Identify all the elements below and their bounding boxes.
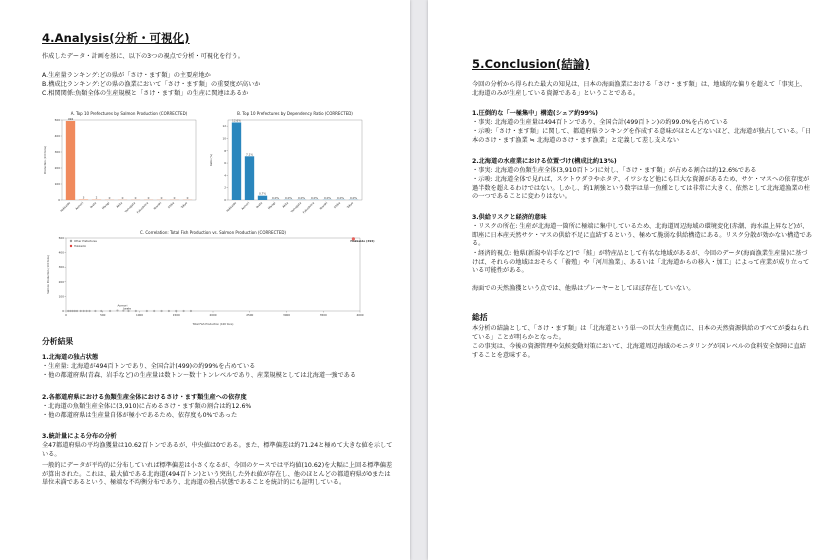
chart-a-xtick-label-6: Fukushima [135,200,150,215]
result-1-line-2: ・他の都道府県(青森、岩手など)の生産量は数トン～数十トンレベルであり、産業規模としては北海道一強である [42,372,357,379]
chart-a-xtick-label-4: Akita [115,200,124,209]
chart-c-point-0-5 [80,310,82,312]
conclusion-3-line-1: ・リスクの所在: 生産が北海道一箇所に極端に集中しているため、北海道周辺海域の環境変化(赤潮、海水温上昇など)が、即座に日本産天然サケ・マスの供給不足に直結するという、極めて脆弱な供給構造にある。リスク分散が効かない構造である。 [472,223,812,248]
conclusion-1-title: 1.圧倒的な「一極集中」構造(シェア約99%) [472,110,598,117]
conclusion-3-line-2: ・経済的視点: 他県(新潟や岩手など)で「鮭」が特産品として有名な地域があるが、今回のデータ(海面漁業生産量)に基づけば、それらの地域はおそらく「養殖」や「河川漁業」、あるいは「北海道からの移入・加工」によって産業が成り立っている可能性がある。 [472,250,810,275]
chart-b-ytick-label-5: 10 [222,136,226,141]
chart-b-ytick-label-6: 12 [222,124,226,129]
chart-b-data-label-9: 0.0% [349,195,358,200]
conclusion-1-line-1: ・事実: 北海道の生産量は494百トンであり、全国合計(499百トン)の約99.0%を占めている [472,119,729,126]
chart-c-point-0-20 [175,310,177,312]
chart-c-xtick-label-2: 1000 [135,313,144,317]
chart-c-point-0-11 [109,310,111,312]
summary-heading: 総括 [472,313,488,322]
chart-c-xtick-label-5: 2500 [246,313,254,317]
result-1-line-1: ・生産量: 北海道が494百トンであり、全国合計(499)の約99%を占めている [42,363,256,370]
chart-a-data-label-7: 0 [160,195,163,200]
chart-c-point-0-7 [85,310,87,312]
result-2-line-1: ・北海道の魚類生産全体に(3,910)に占めるさけ・ます類の割合は約12.6% [42,403,252,410]
chart-b-ylabel: Ratio (%) [210,154,213,166]
chart-c-ytick-label-1: 100 [58,294,64,299]
chart-a-data-label-1: 3 [82,195,85,200]
chart-c-point-0-10 [100,310,102,312]
chart-b-xtick-label-1: Aomori [240,200,251,211]
chart-c-point-0-18 [160,310,162,312]
chart-a-xtick-label-0: Hokkaido [59,200,72,213]
chart-a-data-label-6: 0 [147,195,150,200]
chart-a-ytick-label-3: 300 [54,150,60,154]
chart-a-data-label-9: 0 [186,195,189,200]
chart-b-data-label-8: 0.0% [336,195,345,200]
chart-b-bar-1 [245,156,254,200]
chart-c-xtick-label-1: 500 [100,313,106,317]
chart-a-data-label-0: 494 [67,116,74,121]
chart-c-xtick-label-6: 3000 [282,313,291,317]
chart-c-point-0-4 [76,310,78,312]
chart-b-ytick-label-4: 8 [224,148,226,153]
chart-a-xtick-label-7: Ibaraki [152,200,163,211]
analysis-point-b: B.構成比ランキング:どの県の漁業において「さけ・ます類」の重要度が高いか [42,81,261,88]
chart-c-ytick-label-3: 300 [58,265,64,270]
chart-a-ytick-label-1: 100 [54,182,60,186]
chart-b [206,108,366,226]
chart-b-xtick-label-5: Yamagata [289,200,303,214]
conclusion-1-line-2: ・示唆:「さけ・ます類」に関して、都道府県ランキングを作成する意味がほとんどないほど、北海道が独占している。「日本のさけ・ます漁業 ≒ 北海道のさけ・ます漁業」と定義して差し支えない [472,128,811,144]
chart-b-data-label-4: 0.0% [284,195,293,200]
chart-c-point-0-2 [72,310,74,312]
result-1-title: 1.北海道の独占状態 [42,354,99,361]
chart-a-ylabel: Production (100 tons) [44,145,47,175]
chart-c-ylabel: Salmon Production (100 tons) [47,255,50,294]
chart-b-xtick-label-9: Tokyo [345,200,355,210]
chart-b-xtick-label-8: Chiba [332,200,342,210]
chart-a-xtick-label-8: Chiba [166,200,176,210]
chart-a-data-label-8: 0 [173,195,176,200]
result-3-line-1: 全47都道府県の平均漁獲量は10.62百トンであるが、中央値は0である。また、標準偏差は約71.24と極めて大きな値を示している。 [42,442,393,458]
summary-line-2: この事実は、今後の資源管理や気候変動対策において、北海道周辺海域のモニタリングが国レベルの食料安全保障に直結することを意味する。 [472,343,806,359]
chart-a-ytick-label-4: 400 [54,134,60,138]
conclusion-2-line-2: ・示唆: 北海道全体で見れば、スケトウダラやホタテ、イワシなど他にも巨大な資源があるため、サケ・マスへの依存度が過半数を超えるわけではない。しかし、約1割強という数字は単一魚種としては非常に大きく、依然として北海道漁業の柱の一つであることに変わりはない。 [472,176,810,201]
chart-c-xtick-label-8: 4000 [356,313,364,317]
chart-c-point-0-16 [146,310,148,312]
chart-a-svg [40,108,200,226]
chart-c-point-0-17 [153,310,155,312]
analysis-point-a: A.生産量ランキング:どの県が「さけ・ます類」の主要産地か [42,72,211,79]
chart-b-data-label-1: 7.1% [245,152,254,157]
chart-c-ytick-label-2: 200 [58,279,64,284]
analysis-point-c: C.相関関係:魚類全体の生産規模と「さけ・ます類」の生産に関連はあるか [42,90,249,97]
conclusion-title: 5.Conclusion(結論) [472,57,590,71]
chart-c-legend-label-1: Hokkaido [74,245,87,248]
chart-b-xtick-label-0: Hokkaido [225,200,238,213]
chart-b-ytick-label-3: 6 [224,161,226,166]
chart-b-svg [206,108,366,226]
chart-b-ytick-label-1: 2 [224,185,226,190]
chart-a-ytick-label-0: 0 [58,198,60,202]
chart-c-point-0-0 [67,310,69,312]
chart-a-bar-0 [66,121,75,200]
chart-a-data-label-2: 2 [95,195,98,200]
chart-c-annotation-1: Aomori [117,303,128,308]
chart-c-point-0-8 [88,310,90,312]
conclusion-2-title: 2.北海道の水産業における位置づけ(構成比約13%) [472,158,617,165]
chart-c-point-0-12 [116,309,118,311]
chart-b-data-label-0: 12.6% [232,118,241,123]
chart-a-data-label-4: 0 [121,195,124,200]
results-heading: 分析結果 [42,337,74,346]
chart-c-xtick-label-0: 0 [65,313,67,317]
chart-a-xtick-label-3: Miyagi [100,200,111,211]
chart-c-point-0-21 [183,310,185,312]
page-right [428,0,840,560]
chart-b-xtick-label-7: Ibaraki [318,200,329,211]
chart-c-point-0-22 [190,310,192,312]
chart-a-frame [62,120,196,200]
page-left [0,0,410,560]
result-3-line-2: 一般的にデータが平均的に分布していれば標準偏差は小さくなるが、今回のケースでは平均値(10.62)を大幅に上回る標準偏差が算出された。これは、最大値である北海道(494百トン)という突出した外れ値が存在し、他のほとんどの都道府県が0または単位未満であるという、極端な不均衡分布であり、北海道の独占状態であることを統計的にも証明している。 [42,462,393,487]
chart-c-legend-marker-1 [70,245,72,247]
chart-a-title: A. Top 10 Prefectures by Salmon Production (CORRECTED) [70,111,188,116]
summary-line-1: 本分析の結論として、「さけ・ます類」は「北海道という単一の巨大生産拠点に、日本の天然資源供給のすべてが委ねられている」ことが明らかとなった。 [472,325,809,341]
chart-b-bar-2 [258,196,267,200]
chart-c-annotation-2: Iwate [123,306,131,311]
chart-a-xtick-label-2: Iwate [88,200,98,210]
chart-c-point-0-9 [94,310,96,312]
conclusion-intro: 今回の分析から得られた最大の知見は、日本の海面漁業における「さけ・ます類」は、地域的な偏りを超えて「事実上、北海道のみが生産している資源である」ということである。 [472,81,807,97]
chart-c-xtick-label-3: 1500 [172,313,180,317]
result-2-title: 2.各都道府県における魚類生産全体におけるさけ・ます類生産への依存度 [42,394,247,401]
chart-c-point-0-3 [74,310,76,312]
chart-c-legend-marker-0 [70,240,72,242]
chart-a-data-label-3: 0 [108,195,111,200]
chart-b-xtick-label-4: Akita [281,200,290,209]
chart-c-frame [66,238,360,311]
chart-c-ytick-label-0: 0 [62,309,64,313]
chart-c-xlabel: Total Fish Production (100 tons) [192,323,234,326]
chart-c-annotation-0: Hokkaido (494) [350,238,375,243]
chart-a-ytick-label-2: 200 [54,166,60,170]
chart-c-svg [40,229,375,329]
analysis-intro: 作成したデータ・計画を基に、以下の3つの視点で分析・可視化を行う。 [42,53,244,60]
chart-a-xtick-label-1: Aomori [74,200,85,211]
chart-c-title: C. Correlation: Total Fish Production vs. Salmon Production (CORRECTED) [140,230,286,235]
chart-b-ytick-label-2: 4 [224,173,226,178]
chart-b-data-label-7: 0.0% [323,195,332,200]
chart-b-data-label-5: 0.0% [297,195,306,200]
chart-c [40,229,375,329]
chart-c-xtick-label-4: 2000 [209,313,217,317]
chart-b-xtick-label-3: Miyagi [266,200,277,211]
chart-b-data-label-2: 0.7% [258,191,267,196]
chart-c-point-0-15 [135,310,137,312]
chart-b-data-label-3: 0.0% [271,195,280,200]
chart-a [40,108,200,226]
chart-c-ytick-label-5: 500 [58,236,64,240]
chart-a-data-label-5: 0 [134,195,137,200]
result-2-line-2: ・他の都道府県は生産量自体が極小であるため、依存度も0%であった [42,412,238,419]
chart-c-point-0-1 [69,310,71,312]
conclusion-3-title: 3.供給リスクと経済的意味 [472,214,547,221]
chart-a-xtick-label-5: Yamagata [123,200,137,214]
chart-b-title: B. Top 10 Prefectures by Dependency Ratio (CORRECTED) [237,111,353,116]
chart-a-ytick-label-5: 500 [54,118,60,122]
chart-c-point-0-6 [83,310,85,312]
chart-c-legend-label-0: Other Prefectures [74,240,97,243]
chart-c-xtick-label-7: 3500 [319,313,327,317]
chart-a-xtick-label-9: Tokyo [179,200,189,210]
chart-b-bar-0 [232,122,241,200]
chart-b-ytick-label-0: 0 [224,198,226,202]
conclusion-2-line-1: ・事実: 北海道の魚類生産全体(3,910百トン)に対し、「さけ・ます類」が占める割合は約12.6%である [472,167,757,174]
conclusion-3-line-3: 海面での天然漁獲という点では、他県はプレーヤーとしてほぼ存在していない。 [472,285,695,292]
chart-c-point-0-19 [168,310,170,312]
chart-b-data-label-6: 0.0% [310,195,319,200]
result-3-title: 3.統計量による分布の分析 [42,433,117,440]
analysis-title: 4.Analysis(分析・可視化) [42,31,190,45]
chart-b-xtick-label-6: Fukushima [301,200,316,215]
chart-b-xtick-label-2: Iwate [254,200,264,210]
chart-c-ytick-label-4: 400 [58,250,64,255]
